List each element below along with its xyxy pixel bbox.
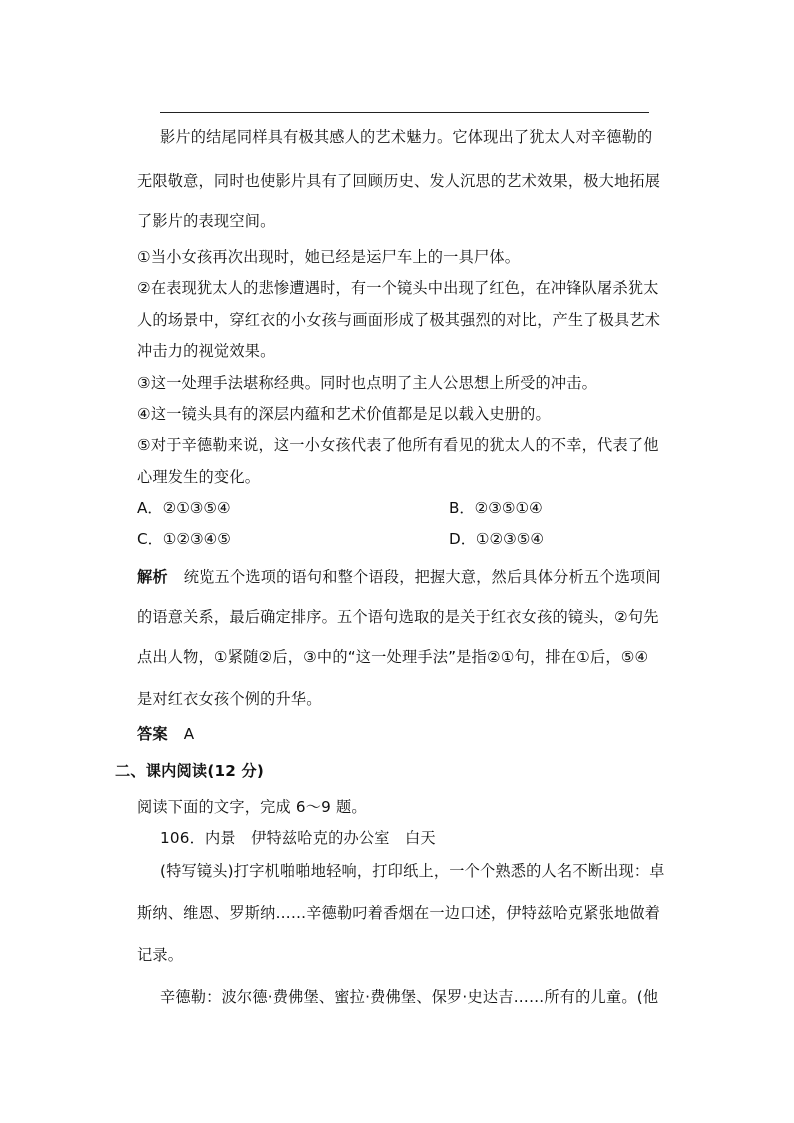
dialogue-line: 辛德勒：波尔德·费佛堡、蜜拉·费佛堡、保罗·史达吉……所有的儿童。(他 [160, 988, 659, 1006]
option-d: D．①②③⑤④ [449, 530, 544, 548]
answer-label: 答案 [137, 725, 168, 743]
analysis-label: 解析 [137, 568, 168, 586]
sentence-item: ②在表现犹太人的悲惨遭遇时，有一个镜头中出现了红色，在冲锋队屠杀犹太 [137, 279, 659, 297]
sentence-item: ④这一镜头具有的深层内蕴和艺术价值都是足以载入史册的。 [137, 405, 551, 423]
answer-value: A [183, 725, 195, 743]
script-line: 斯纳、维恩、罗斯纳……辛德勒叼着香烟在一边口述，伊特兹哈克紧张地做着 [137, 904, 661, 922]
sentence-item: ①当小女孩再次出现时，她已经是运尸车上的一具尸体。 [137, 248, 521, 266]
sentence-item: 心理发生的变化。 [137, 468, 261, 486]
scene-heading: 106．内景 伊特兹哈克的办公室 白天 [160, 829, 436, 847]
option-a: A．②①③⑤④ [137, 499, 231, 517]
analysis-line: 的语意关系，最后确定排序。五个语句选取的是关于红衣女孩的镜头，②句先 [137, 608, 659, 626]
script-line: (特写镜头)打字机啪啪地轻响，打印纸上，一个个熟悉的人名不断出现：卓 [160, 862, 665, 880]
passage-line: 影片的结尾同样具有极其感人的艺术魅力。它体现出了犹太人对辛德勒的 [160, 128, 653, 146]
question-instruction: 阅读下面的文字，完成 6～9 题。 [137, 798, 367, 816]
option-b: B．②③⑤①④ [449, 499, 543, 517]
analysis-line: 点出人物，①紧随②后，③中的“这一处理手法”是指②①句，排在①后，⑤④ [137, 648, 649, 666]
sentence-item: ③这一处理手法堪称经典。同时也点明了主人公思想上所受的冲击。 [137, 374, 598, 392]
analysis-line: 是对红衣女孩个例的升华。 [137, 690, 322, 708]
answer-line [137, 724, 194, 744]
section-heading: 二、课内阅读(12 分) [115, 762, 265, 780]
option-c: C．①②③④⑤ [137, 530, 231, 548]
sentence-item: ⑤对于辛德勒来说，这一小女孩代表了他所有看见的犹太人的不幸，代表了他 [137, 436, 659, 454]
passage-line: 无限敬意，同时也使影片具有了回顾历史、发人沉思的艺术效果，极大地拓展 [137, 172, 661, 190]
sentence-item: 冲击力的视觉效果。 [137, 342, 276, 360]
script-line: 记录。 [137, 946, 184, 964]
header-rule [160, 112, 649, 113]
analysis-text: 统览五个选项的语句和整个语段，把握大意，然后具体分析五个选项间 [183, 568, 661, 586]
sentence-item: 人的场景中，穿红衣的小女孩与画面形成了极其强烈的对比，产生了极具艺术 [137, 311, 661, 329]
analysis-line [137, 567, 661, 587]
passage-line: 了影片的表现空间。 [137, 212, 276, 230]
